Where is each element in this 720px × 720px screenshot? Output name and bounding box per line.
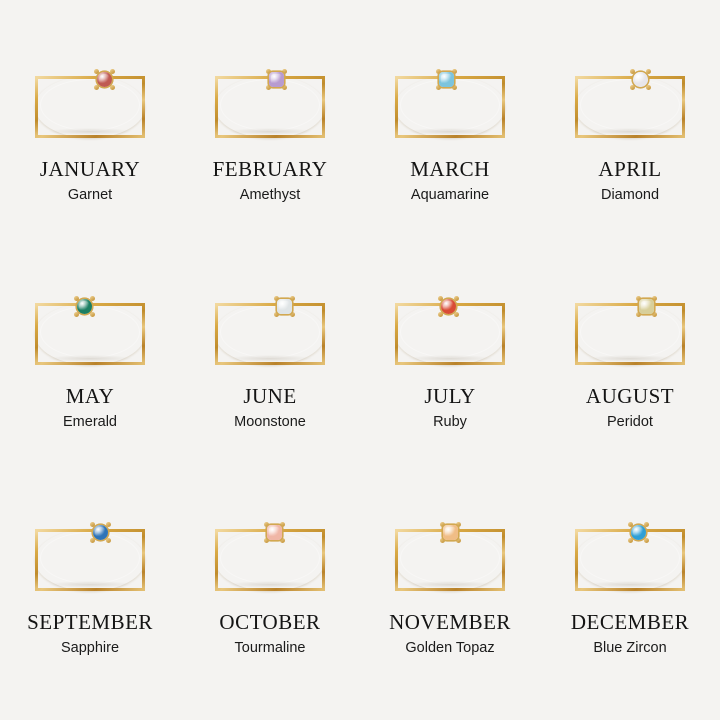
gemstone <box>277 299 292 314</box>
ring-card[interactable] <box>180 463 360 690</box>
stone-label: Garnet <box>67 187 113 204</box>
stone-label: Sapphire <box>60 640 120 657</box>
ring-image <box>570 68 690 142</box>
ring-card[interactable] <box>360 463 540 690</box>
ring-shadow <box>407 355 493 362</box>
ring-card[interactable] <box>540 463 720 690</box>
gemstone <box>267 525 282 540</box>
gemstone <box>439 72 454 87</box>
ring-image <box>390 295 510 369</box>
ring-image <box>30 521 150 595</box>
month-label: SEPTEMBER <box>27 610 153 635</box>
stone-label: Peridot <box>607 413 653 430</box>
stone-label: Golden Topaz <box>405 640 495 657</box>
ring-shadow <box>227 128 313 135</box>
month-label: OCTOBER <box>219 610 321 635</box>
ring-image <box>390 68 510 142</box>
ring-card[interactable] <box>180 10 360 237</box>
month-label: JULY <box>424 383 476 408</box>
stone-label: Moonstone <box>234 413 306 430</box>
ring-image <box>30 295 150 369</box>
ring-shadow <box>47 128 133 135</box>
ring-image <box>210 521 330 595</box>
stone-label: Aquamarine <box>410 187 490 204</box>
ring-image <box>210 295 330 369</box>
ring-image <box>570 521 690 595</box>
stone-label: Diamond <box>600 187 660 204</box>
month-label: AUGUST <box>585 383 675 408</box>
ring-card[interactable] <box>360 10 540 237</box>
stone-label: Emerald <box>63 413 117 430</box>
ring-image <box>210 68 330 142</box>
month-label: JANUARY <box>39 157 141 181</box>
ring-card[interactable] <box>0 10 180 237</box>
gemstone <box>443 525 458 540</box>
gemstone <box>441 299 456 314</box>
ring-image <box>30 68 150 142</box>
gemstone <box>639 299 654 314</box>
stone-label: Ruby <box>433 413 467 430</box>
stone-label: Blue Zircon <box>593 640 667 657</box>
ring-shadow <box>587 581 673 588</box>
ring-card[interactable] <box>180 237 360 464</box>
gemstone <box>77 299 92 314</box>
gemstone <box>633 72 648 87</box>
month-label: APRIL <box>598 157 662 181</box>
ring-shadow <box>407 581 493 588</box>
month-label: FEBRUARY <box>212 157 328 181</box>
ring-shadow <box>227 581 313 588</box>
ring-shadow <box>407 128 493 135</box>
gemstone <box>269 72 284 87</box>
ring-shadow <box>47 581 133 588</box>
ring-image <box>390 521 510 595</box>
ring-shadow <box>47 355 133 362</box>
month-label: NOVEMBER <box>389 610 511 635</box>
stone-label: Amethyst <box>239 187 301 204</box>
month-label: MAY <box>65 383 115 408</box>
ring-shadow <box>587 128 673 135</box>
stone-label: Tourmaline <box>234 640 306 657</box>
ring-card[interactable] <box>540 10 720 237</box>
ring-shadow <box>227 355 313 362</box>
ring-card[interactable] <box>360 237 540 464</box>
ring-card[interactable] <box>0 237 180 464</box>
ring-shadow <box>587 355 673 362</box>
ring-card[interactable] <box>0 463 180 690</box>
gemstone <box>93 525 108 540</box>
month-label: MARCH <box>410 157 490 181</box>
ring-image <box>570 295 690 369</box>
month-label: DECEMBER <box>570 610 690 635</box>
month-label: JUNE <box>243 383 297 408</box>
gemstone <box>97 72 112 87</box>
gemstone <box>631 525 646 540</box>
ring-card[interactable] <box>540 237 720 464</box>
